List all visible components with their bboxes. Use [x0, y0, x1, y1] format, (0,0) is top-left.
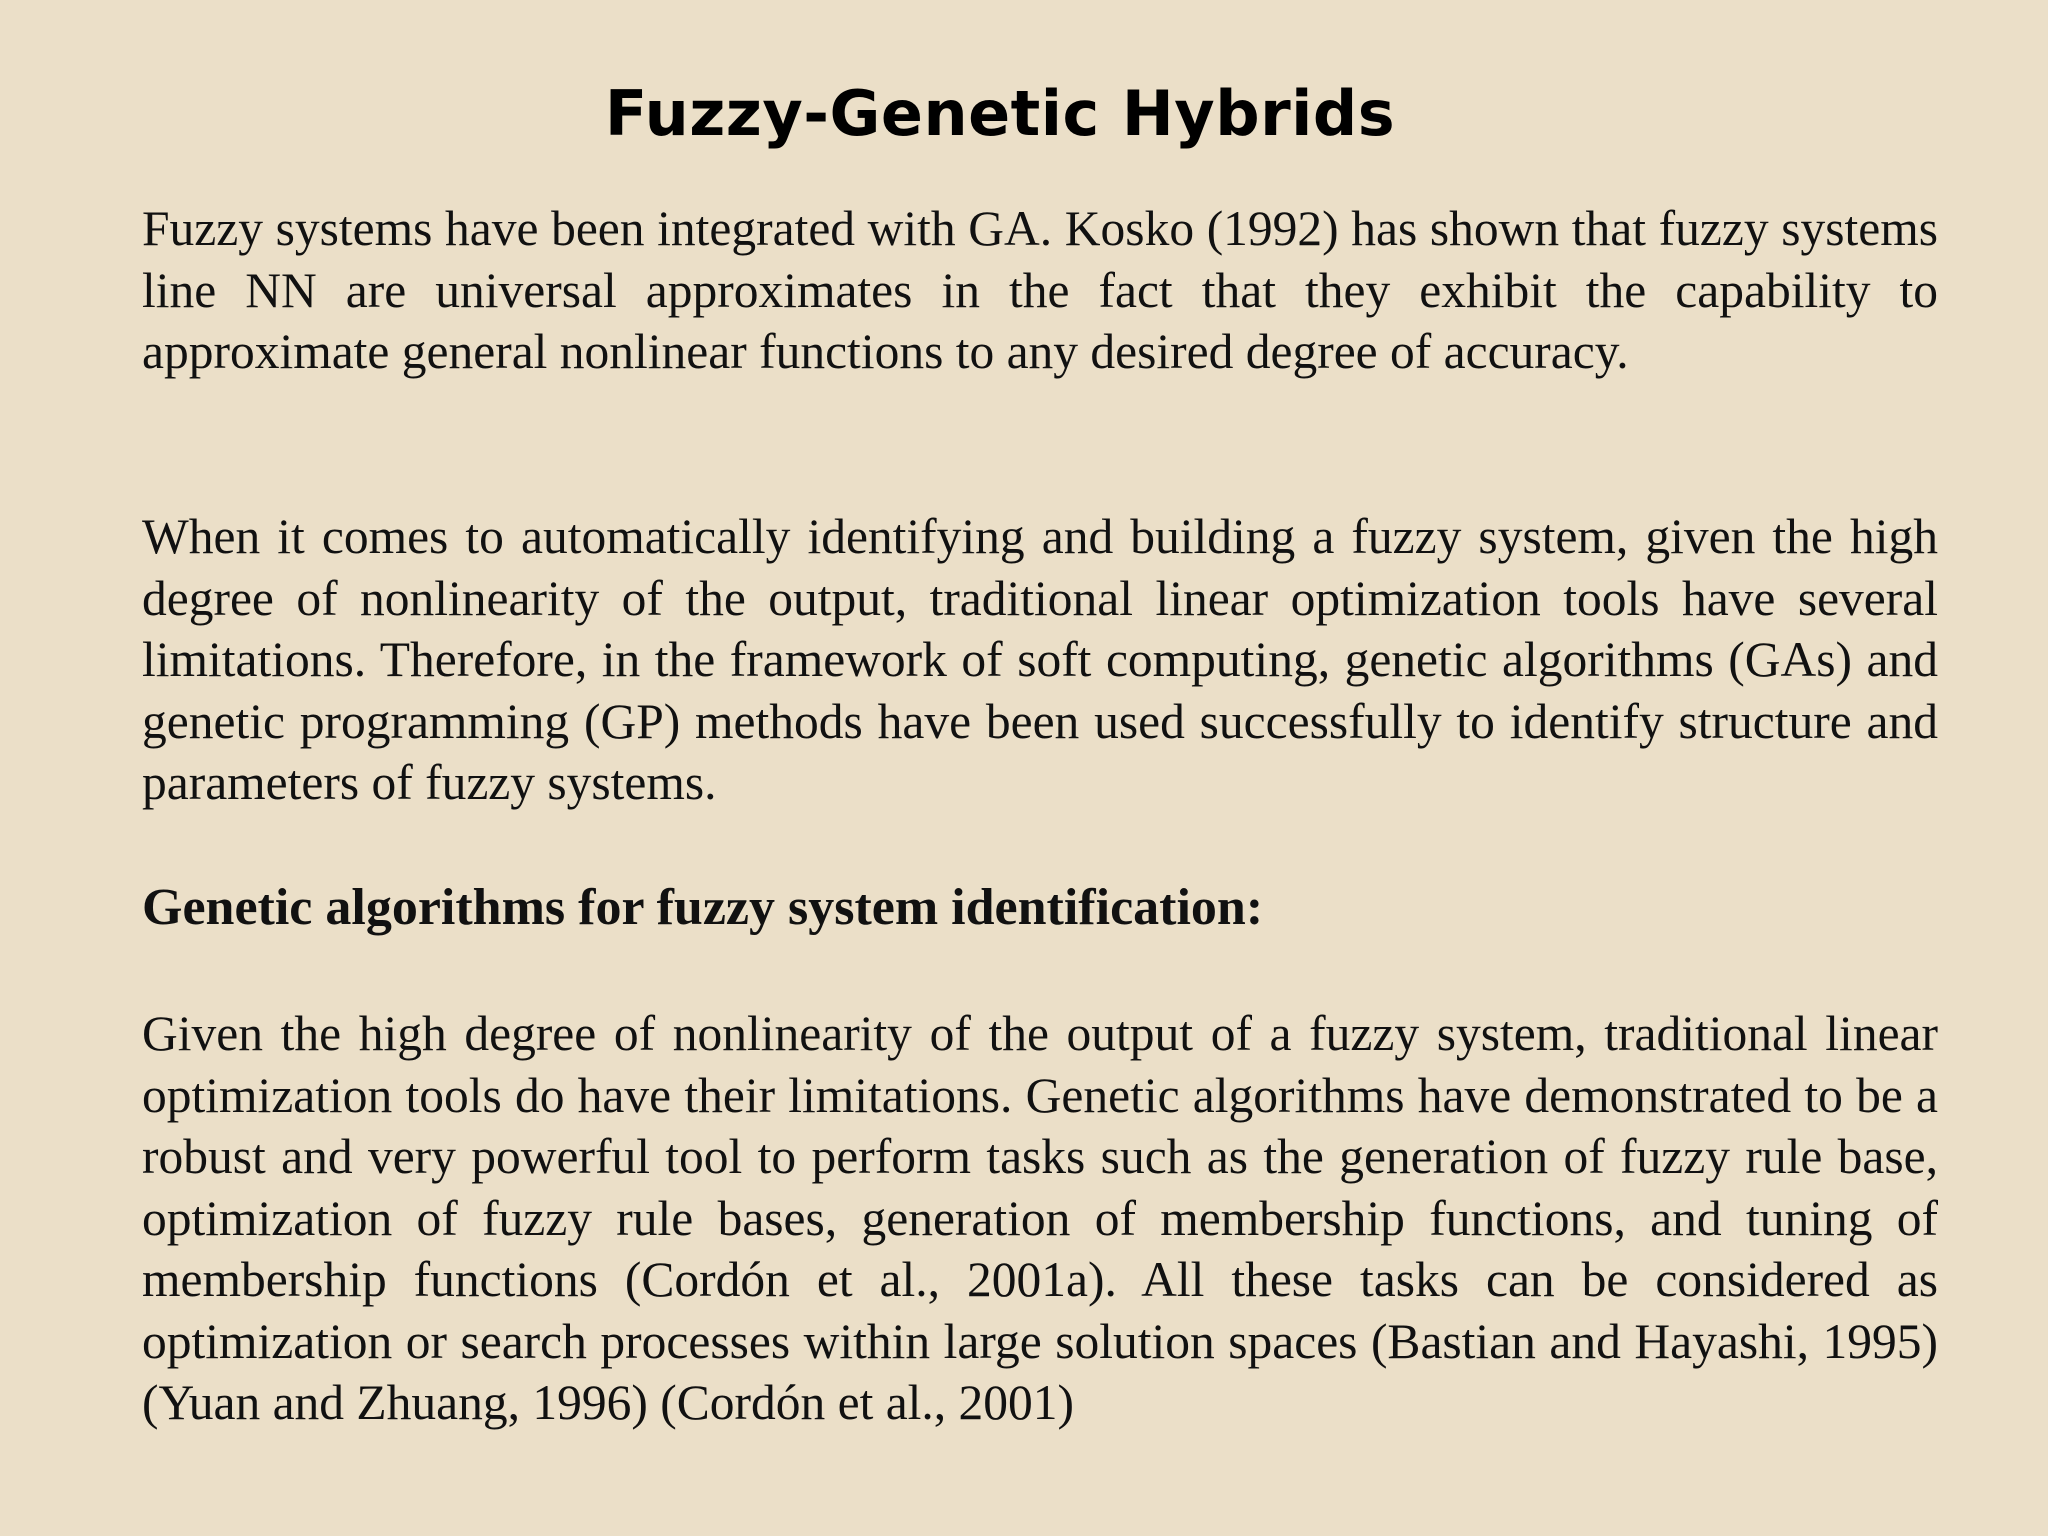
section-heading: Genetic algorithms for fuzzy system identification:: [142, 879, 1264, 936]
paragraph-identification: When it comes to automatically identifying and building a fuzzy system, given the high degree of nonlinearity of the output, traditional linear optimization tools have several limitations. Therefore, in the framework of soft computing, genetic algorithms (GAs) and genetic programming (GP) methods have been used successfully to identify structure and parameters of fuzzy systems.: [142, 509, 1938, 810]
paragraph-intro: Fuzzy systems have been integrated with GA. Kosko (1992) has shown that fuzzy systems line NN are universal approximates in the fact that they exhibit the capability to approximate general nonlinear functions to any desired degree of accuracy.: [142, 201, 1938, 379]
slide-title: Fuzzy-Genetic Hybrids: [604, 77, 1396, 150]
paragraph-genetic-algorithms: Given the high degree of nonlinearity of the output of a fuzzy system, traditional linear optimization tools do have their limitations. Genetic algorithms have demonstrated to be a robust and very powerful tool to perform tasks such as the generation of fuzzy rule base, optimization of fuzzy rule bases, generation of membership functions, and tuning of membership functions (Cordón et al., 2001a). All these tasks can be considered as optimization or search processes within large solution spaces (Bastian and Hayashi, 1995) (Yuan and Zhuang, 1996) (Cordón et al., 2001): [142, 1006, 1938, 1430]
